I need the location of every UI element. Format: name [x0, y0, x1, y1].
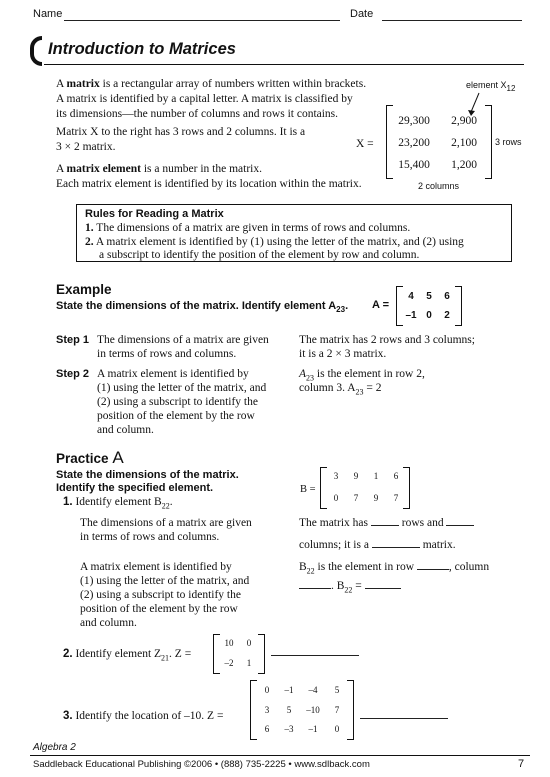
matrix-z3-cell: –10: [306, 705, 320, 715]
matrix-z-q3: [250, 680, 354, 740]
step-2-left-5: and column.: [97, 424, 154, 436]
step-2-right-1: $A_{23}$ is the element in row 2,: [299, 368, 425, 383]
matrix-z3-cell: 6: [264, 724, 270, 734]
matrix-b-cell: 0: [333, 493, 339, 503]
example-matrix-cell: 2: [444, 310, 450, 321]
q1-row-blank[interactable]: [417, 569, 449, 570]
step-2-left-4: position of the element by the row: [97, 410, 255, 422]
example-matrix-cell: 0: [426, 310, 432, 321]
matrix-b-cell: 9: [373, 493, 379, 503]
q1-left-3: A matrix element is identified by: [80, 561, 232, 573]
matrix-z3-cell: –3: [284, 724, 294, 734]
q3-answer-blank[interactable]: [360, 718, 448, 719]
intro-line-7: Each matrix element is identified by its location within the matrix.: [56, 178, 362, 190]
example-matrix-cell: 5: [426, 291, 432, 302]
date-field[interactable]: [382, 20, 522, 21]
q1-right-4: . $B_{22}$ =: [299, 580, 401, 594]
q1-columns-blank[interactable]: [446, 525, 474, 526]
matrix-z3-cell: 5: [334, 685, 340, 695]
step-2-left-3: (2) using a subscript to identify the: [97, 396, 258, 408]
example-matrix-cell: 4: [408, 291, 414, 302]
matrix-x-cell: 2,900: [451, 115, 477, 127]
matrix-z-q2: [213, 634, 265, 674]
practice-heading: Practice A: [56, 448, 124, 467]
example-matrix: [396, 286, 462, 326]
question-2: 2. Identify element $Z_{21}$. Z =: [63, 648, 192, 663]
matrix-z3-cell: 5: [286, 705, 292, 715]
step-1-right-1: The matrix has 2 rows and 3 columns;: [299, 334, 475, 346]
matrix-x-cell: 15,400: [398, 159, 430, 171]
matrix-x: [386, 105, 492, 179]
matrix-b-label: B =: [300, 484, 316, 495]
q1-right-2: columns; it is a matrix.: [299, 539, 456, 551]
element-x12-label: element $X_{12}$: [466, 80, 516, 93]
matrix-x-cell: 2,100: [451, 137, 477, 149]
example-heading: Example: [56, 282, 112, 297]
q1-left-4: (1) using the letter of the matrix, and: [80, 575, 250, 587]
matrix-b-cell: 7: [353, 493, 359, 503]
q1-value-blank[interactable]: [365, 588, 401, 589]
name-field[interactable]: [64, 20, 340, 21]
intro-line-4: Matrix X to the right has 3 rows and 2 columns. It is a: [56, 126, 306, 138]
columns-label: 2 columns: [418, 181, 460, 191]
matrix-b-cell: 1: [373, 471, 379, 481]
matrix-b-cell: 6: [393, 471, 399, 481]
page-number: 7: [518, 758, 525, 770]
step-2-right-2: column 3. $A_{23} = 2$: [299, 382, 382, 397]
q1-rows-blank[interactable]: [371, 525, 399, 526]
intro-line-6: A matrix element is a number in the matrix.: [56, 163, 262, 175]
q1-column-blank[interactable]: [299, 588, 331, 589]
footer-publisher: Saddleback Educational Publishing ©2006 • (888) 735-2225 • www.sdlback.com: [33, 759, 370, 770]
name-label: Name: [33, 8, 63, 20]
q1-right-3: $B_{22}$ is the element in row , column: [299, 561, 490, 576]
page-title: Introduction to Matrices: [48, 40, 236, 58]
matrix-b-cell: 7: [393, 493, 399, 503]
rule-2: 2. A matrix element is identified by (1) using the letter of the matrix, and (2) using: [85, 236, 464, 248]
date-label: Date: [350, 8, 374, 20]
rule-1: 1. The dimensions of a matrix are given in terms of rows and columns.: [85, 222, 411, 234]
footer-book-title: Algebra 2: [33, 742, 76, 753]
matrix-x-cell: 29,300: [398, 115, 430, 127]
matrix-z3-cell: 0: [264, 685, 270, 695]
rule-2-cont: a subscript to identify the position of the element by row and column.: [99, 249, 420, 261]
q1-right-1: The matrix has rows and: [299, 517, 474, 529]
example-prompt: State the dimensions of the matrix. Identify element $A_{23}$.: [56, 300, 349, 315]
step-1-left-2: in terms of rows and columns.: [97, 348, 237, 360]
step-1-label: Step 1: [56, 334, 90, 346]
matrix-b-cell: 9: [353, 471, 359, 481]
question-1: 1. Identify element $B_{22}$.: [63, 496, 173, 511]
q2-answer-blank[interactable]: [271, 655, 359, 656]
rules-title: Rules for Reading a Matrix: [85, 208, 224, 220]
intro-line-5: 3 × 2 matrix.: [56, 141, 116, 153]
step-2-left-1: A matrix element is identified by: [97, 368, 249, 380]
example-matrix-cell: –1: [405, 310, 417, 321]
q1-left-1: The dimensions of a matrix are given: [80, 517, 252, 529]
q1-dimension-blank[interactable]: [372, 547, 420, 548]
q1-left-7: and column.: [80, 617, 137, 629]
practice-instruction-1: State the dimensions of the matrix.: [56, 469, 239, 481]
intro-line-2: A matrix is identified by a capital letter. A matrix is classified by: [56, 93, 353, 105]
question-3: 3. Identify the location of –10. Z =: [63, 710, 224, 722]
step-2-left-2: (1) using the letter of the matrix, and: [97, 382, 267, 394]
matrix-z2-cell: 0: [246, 638, 252, 648]
q1-left-6: position of the element by the row: [80, 603, 238, 615]
matrix-x-label: X =: [356, 138, 374, 150]
matrix-z2-cell: 10: [224, 638, 234, 648]
matrix-z3-cell: –4: [308, 685, 318, 695]
element-arrow-icon: [466, 92, 482, 116]
example-matrix-cell: 6: [444, 291, 450, 302]
matrix-b-cell: 3: [333, 471, 339, 481]
example-matrix-label: A =: [372, 299, 390, 311]
footer-rule: [30, 755, 530, 756]
matrix-z3-cell: 7: [334, 705, 340, 715]
step-1-left-1: The dimensions of a matrix are given: [97, 334, 269, 346]
intro-line-1: A matrix is a rectangular array of numbers written within brackets.: [56, 78, 367, 90]
title-rule: [44, 64, 524, 65]
step-1-right-2: it is a 2 × 3 matrix.: [299, 348, 387, 360]
matrix-z3-cell: –1: [308, 724, 318, 734]
rows-label: 3 rows: [495, 137, 522, 147]
q1-left-2: in terms of rows and columns.: [80, 531, 220, 543]
matrix-z2-cell: 1: [246, 658, 252, 668]
matrix-z3-cell: 0: [334, 724, 340, 734]
q1-left-5: (2) using a subscript to identify the: [80, 589, 241, 601]
matrix-z3-cell: 3: [264, 705, 270, 715]
matrix-z3-cell: –1: [284, 685, 294, 695]
intro-line-3: its dimensions—the number of columns and rows it contains.: [56, 108, 339, 120]
title-ornament: [30, 36, 42, 66]
matrix-b: [320, 467, 410, 509]
step-2-label: Step 2: [56, 368, 90, 380]
matrix-x-cell: 23,200: [398, 137, 430, 149]
practice-instruction-2: Identify the specified element.: [56, 482, 214, 494]
matrix-z2-cell: –2: [224, 658, 234, 668]
matrix-x-cell: 1,200: [451, 159, 477, 171]
